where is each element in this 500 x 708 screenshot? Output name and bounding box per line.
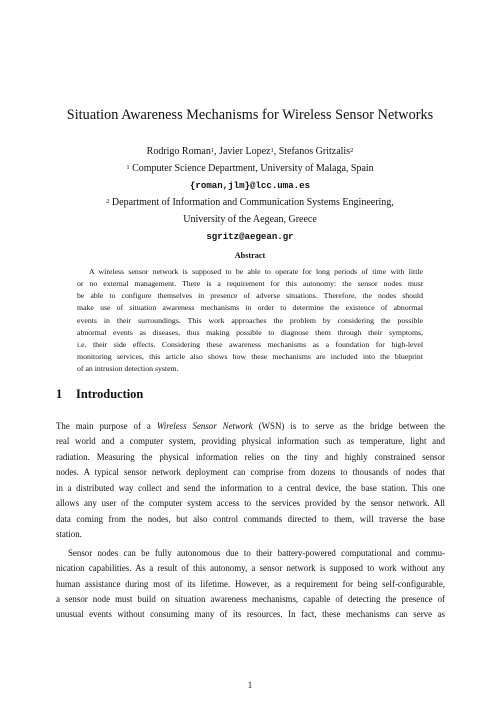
body-line [56,419,445,434]
body-line: nication capabilities. As a result of this autonomy, a sensor network is supposed to work without any [56,563,445,574]
section-number: 1 [56,387,63,401]
abstract-line: i.e. their side effects. Considering these awareness mechanisms as a foundation for high-level [77,339,423,349]
abstract-text [77,266,423,375]
email-1: {roman,jlm}@lcc.uma.es [189,180,311,191]
body-line: nodes. A typical sensor network deployment can comprise from dozens to thousands of nodes that [56,467,445,478]
abstract-line: be able to configure themselves in presence of adverse situations. Therefore, the nodes should [77,291,423,301]
author-1: Rodrigo Roman [146,146,211,157]
body-line-part: The main purpose of a [56,421,157,431]
abstract-line: A wireless sensor network is supposed to be able to operate for long periods of time with little [89,267,423,276]
affiliation-1-text: Computer Science Department, University of Malaga, Spain [129,163,374,174]
abstract-line: events in their surroundings. This work approaches the problem by considering the possible [77,315,423,325]
section-heading [56,387,143,402]
affiliation-1 [0,160,500,177]
emphasis-wsn: Wireless Sensor Network [156,421,253,431]
author-2: , Javier Lopez [214,146,271,157]
paper-title: Situation Awareness Mechanisms for Wireless Sensor Networks [66,107,434,123]
affiliation-2-text: Department of Information and Communication Systems Engineering, [109,197,394,208]
body-line: data coming from the nodes, but also control commands directed to them, will traverse the base [56,513,445,524]
email-2: sgritz@aegean.gr [206,231,294,242]
author-block [0,143,500,245]
body-line: a sensor node must build on situation awareness mechanisms, capable of detecting the presence of [56,593,445,604]
body-line: allows any user of the computer system access to the services provided by the sensor network. All [56,498,445,509]
body-line: in a distributed way collect and send the information to a central device, the base station. This one [56,482,445,493]
abstract-line: or no external management. There is a requirement for this autonomy: the sensor nodes must [77,279,423,289]
body-line: unusual events without consuming many of its resources. In fact, these mechanisms can serve as [56,609,445,620]
affiliation-2-line-2: University of the Aegean, Greece [183,214,317,225]
author-2-affiliation-mark: 1 [270,147,274,154]
author-3: , Stefanos Gritzalis [273,146,351,157]
abstract-line: monitoring services, this article also shows how these mechanisms are included into the blueprint [77,352,423,362]
body-text [56,419,445,623]
abstract-line: abnormal events as diseases, thus making possible to diagnose them through their symptoms, [77,327,423,337]
body-line-part: (WSN) is to serve as the bridge between the [252,421,445,431]
affiliation-2-mark: 2 [106,198,110,205]
abstract-heading: Abstract [234,251,266,260]
affiliation-1-mark: 1 [126,164,130,171]
affiliation-2 [0,194,500,211]
author-names [0,143,500,160]
author-1-affiliation-mark: 1 [210,147,215,154]
section-title: Introduction [76,387,144,401]
body-line: real world and a computer system, providing physical information such as temperature, light and [56,436,445,447]
body-line: radiation. Measuring the physical information relies on the tiny and highly constrained sensor [56,451,445,462]
author-3-affiliation-mark: 2 [350,147,354,154]
body-line: Sensor nodes can be fully autonomous due to their battery-powered computational and commu- [68,547,445,558]
body-line: station. [56,529,82,540]
abstract-line: make use of situation awareness mechanisms in order to determine the existence of abnormal [77,303,423,313]
abstract-line: of an intrusion detection system. [77,364,179,374]
page-number: 1 [247,680,253,690]
body-line: human assistance during most of its lifetime. However, as a requirement for being self-configurable, [56,578,445,589]
